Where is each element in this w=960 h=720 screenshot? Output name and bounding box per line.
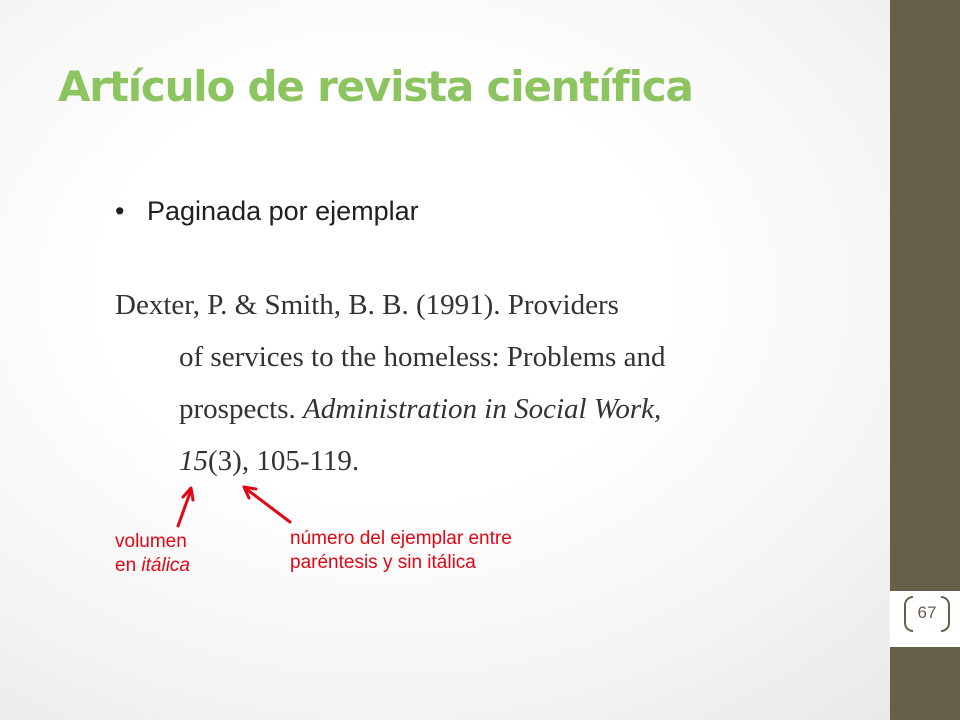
issue-annotation [290,527,512,575]
volume-annotation-italic: itálica [141,555,190,576]
issue-annotation-line-2: paréntesis y sin itálica [290,552,476,573]
volume-annotation [115,530,190,578]
page-number: 67 [917,603,937,622]
volume-arrow-icon [178,488,193,526]
citation-line-1: Dexter, P. & Smith, B. B. (1991). Providers [115,289,619,321]
bullet-text: Paginada por ejemplar [147,196,419,226]
issue-and-pages: (3), 105-119. [208,445,360,477]
issue-arrow-icon [244,487,290,522]
bullet-icon: • [115,196,125,226]
volume-annotation-prefix: en [115,555,142,576]
volume-number: 15 [179,445,208,477]
volume-annotation-line-2 [115,554,190,578]
slide-title: Artículo de revista científica [58,62,693,111]
volume-annotation-line-1: volumen [115,531,187,552]
issue-annotation-line-1: número del ejemplar entre [290,528,512,549]
journal-name: Administration in Social Work, [303,393,662,425]
citation-line-2: of services to the homeless: Problems and [179,341,666,373]
citation-article-end: prospects. [179,393,304,425]
